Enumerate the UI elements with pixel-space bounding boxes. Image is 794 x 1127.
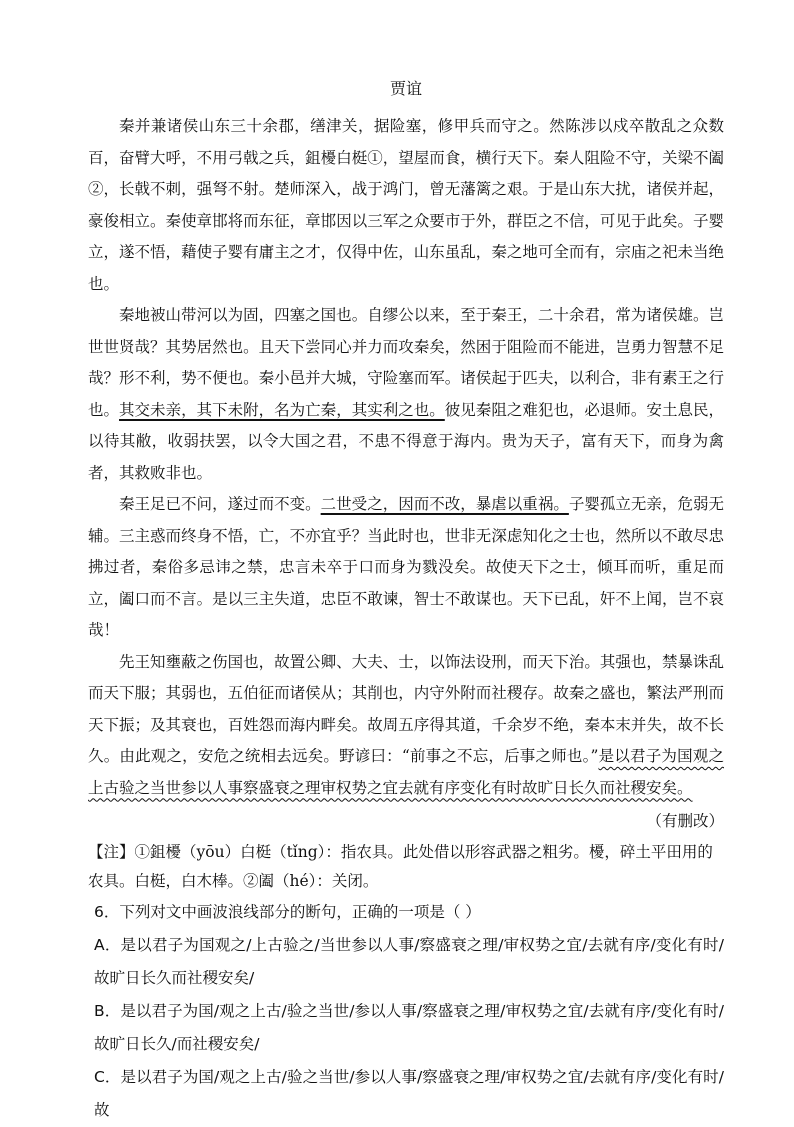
- footnote: 【注】①鉏櫌（yōu）白梃（tǐng）：指农具。此处借以形容武器之粗劣。櫌，碎土平田用的农具。白梃，白木棒。②阖（hé）：关闭。: [88, 842, 713, 890]
- question-6: [88, 896, 724, 1127]
- author-name: 贾谊: [389, 79, 422, 98]
- underlined-sentence-1: 其交未亲，其下未附，名为亡秦，其实利之也。: [119, 400, 445, 419]
- option-b: B．是以君子为国/观之上古/验之当世/参以人事/察盛衰之理/审权势之宜/去就有序/变化有时/故旷日长久/而社稷安矣/: [94, 1001, 724, 1053]
- source-note: （有删改）: [646, 812, 724, 830]
- question-stem: 6．下列对文中画波浪线部分的断句，正确的一项是（ ）: [94, 902, 481, 921]
- option-c: C．是以君子为国/观之上古/验之当世/参以人事/察盛衰之理/审权势之宜/去就有序/变化有时/故: [94, 1067, 724, 1119]
- paragraph-2-text-b: 彼见秦阻之难犯也，必退师。安土息民，以待其敝，收弱扶罢，以令大国之君，不患不得意于海内。贵为天子，富有天下，而身为禽者，其救败非也。: [88, 400, 724, 482]
- passage-paragraph-1: 秦并兼诸侯山东三十余郡，缮津关，据险塞，修甲兵而守之。然陈涉以戍卒散乱之众数百，奋臂大呼，不用弓戟之兵，鉏櫌白梃①，望屋而食，横行天下。秦人阻险不守，关梁不阖②，长戟不刺，强弩不射。楚师深入，战于鸿门，曾无藩篱之艰。于是山东大扰，诸侯并起，豪俊相立。秦使章邯将而东征，章邯因以三军之众要市于外，群臣之不信，可见于此矣。子婴立，遂不悟，藉使子婴有庸主之才，仅得中佐，山东虽乱，秦之地可全而有，宗庙之祀未当绝也。: [88, 117, 724, 293]
- passage-paragraph-4: [88, 647, 724, 805]
- passage-paragraph-3: [88, 489, 724, 647]
- paragraph-3-text-a: 秦王足已不问，遂过而不变。: [119, 495, 321, 513]
- paragraph-2-text-a: 秦地被山带河以为固，四塞之国也。自缪公以来，至于秦王，二十余君，常为诸侯雄。岂世世贤哉？其势居然也。且天下尝同心并力而攻秦矣，然困于阻险而不能进，岂勇力智慧不足哉？形不利，势不便也。秦小邑并大城，守险塞而军。诸侯起于匹夫，以利合，非有素王之行也。: [88, 306, 724, 419]
- paragraph-3-text-b: 子婴孤立无亲，危弱无辅。三主惑而终身不悟，亡，不亦宜乎？当此时也，世非无深虑知化之士也，然所以不敢尽忠拂过者，秦俗多忌讳之禁，忠言未卒于口而身为戮没矣。故使天下之士，倾耳而听，重足而立，阖口而不言。是以三主失道，忠臣不敢谏，智士不敢谋也。天下已乱，奸不上闻，岂不哀哉！: [88, 495, 724, 639]
- passage-paragraph-2: [88, 300, 724, 489]
- option-a: A．是以君子为国观之/上古验之/当世参以人事/察盛衰之理/审权势之宜/去就有序/变化有时/故旷日长久而社稷安矣/: [94, 935, 724, 987]
- wavy-underlined-passage: 是以君子为国观之上古验之当世参以人事察盛衰之理审权势之宜去就有序变化有时故旷日长久而社稷安矣。: [88, 747, 724, 797]
- paragraph-4-text-a: 先王知壅蔽之伤国也，故置公卿、大夫、士，以饰法设刑，而天下治。其强也，禁暴诛乱而天下服；其弱也，五伯征而诸侯从；其削也，内守外附而社稷存。故秦之盛也，繁法严刑而天下振；及其衰也，百姓怨而海内畔矣。故周五序得其道，千余岁不绝，秦本末并失，故不长久。由此观之，安危之统相去远矣。野谚曰：“前事之不忘，后事之师也。”: [88, 652, 724, 765]
- underlined-sentence-2: 二世受之，因而不改，暴虐以重祸。: [320, 495, 569, 513]
